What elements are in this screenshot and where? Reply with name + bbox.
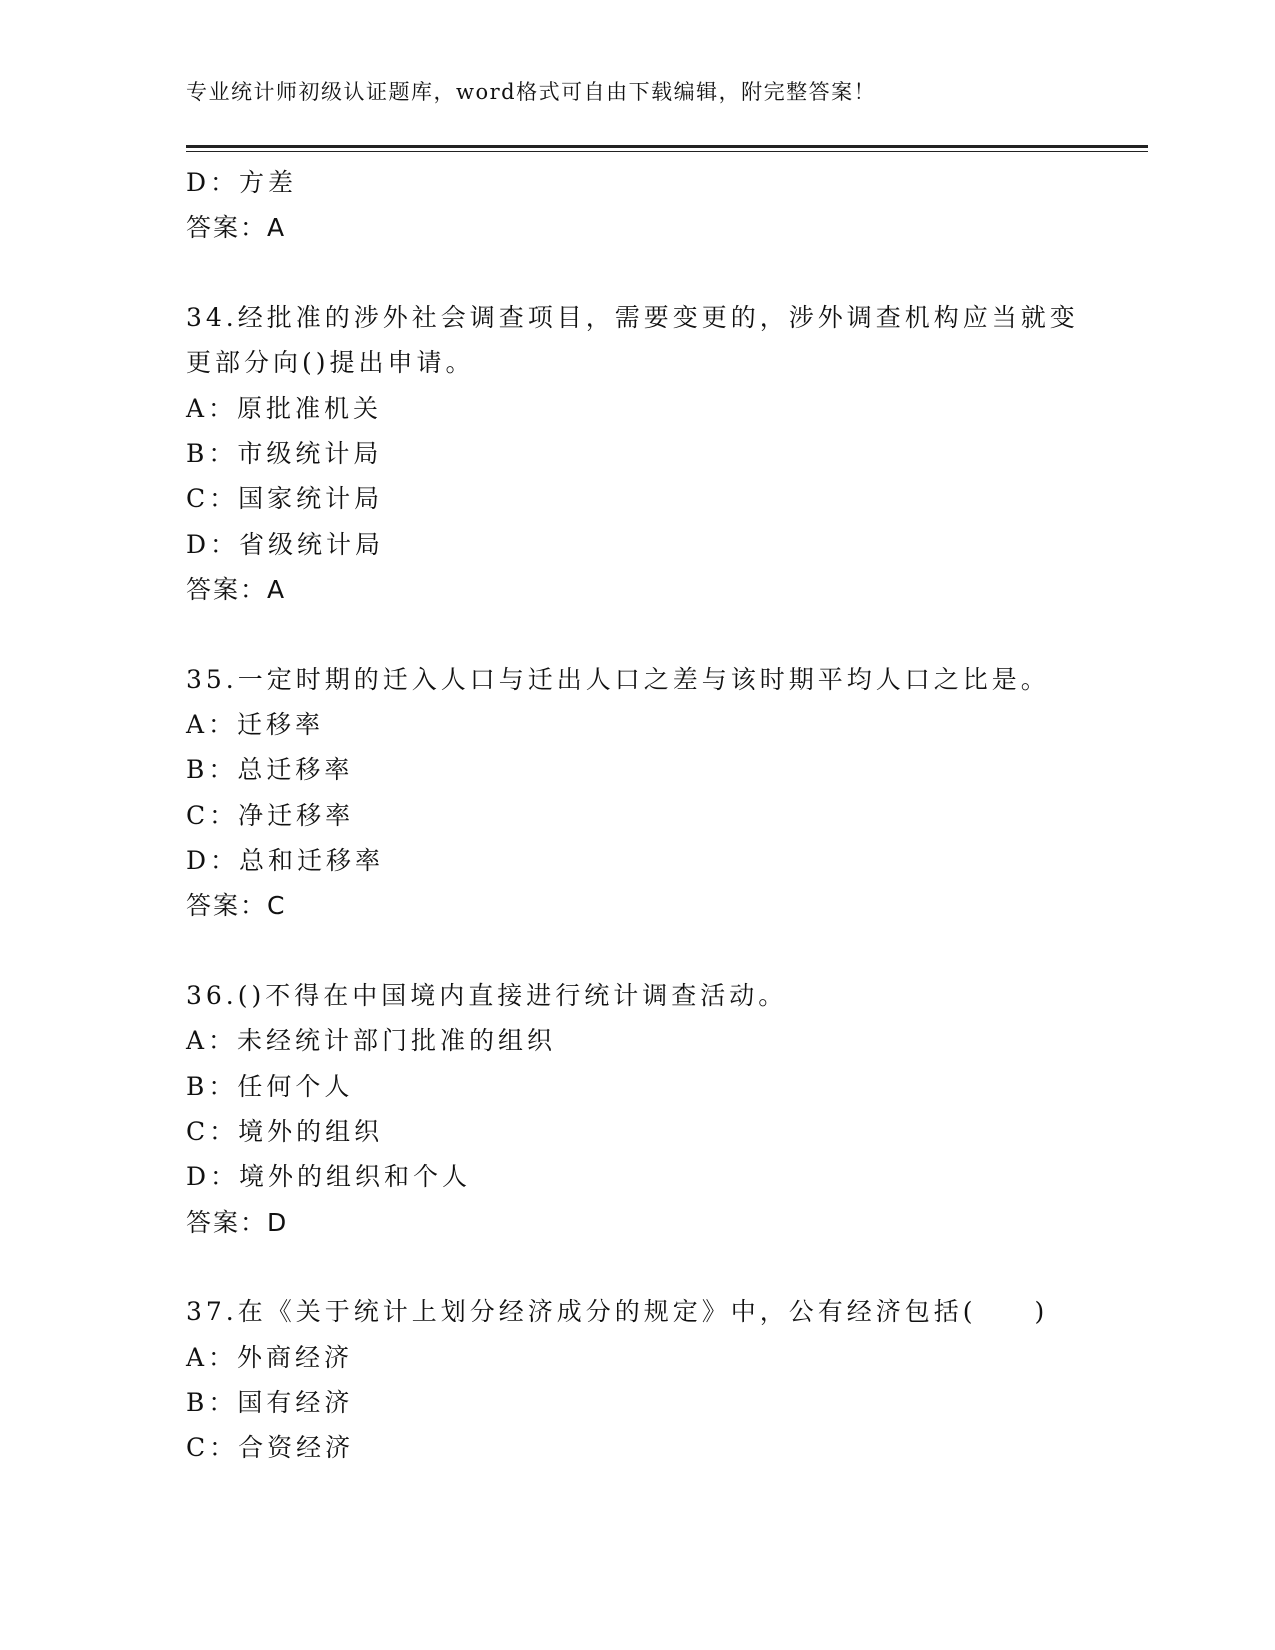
spacer — [186, 1245, 1076, 1289]
option-d: D：境外的组织和个人 — [186, 1162, 472, 1192]
spacer — [186, 251, 1076, 295]
answer: 答案：D — [186, 1207, 289, 1237]
option-d: D：省级统计局 — [186, 529, 385, 559]
page-header: 专业统计师初级认证题库，word格式可自由下载编辑，附完整答案！ — [186, 80, 877, 104]
option-b: B：总迁移率 — [186, 755, 354, 785]
option-a: A：原批准机关 — [186, 393, 383, 423]
question-34 — [186, 295, 1079, 613]
question-content — [186, 160, 1079, 1471]
answer: 答案：A — [186, 575, 287, 605]
option-d: D：总和迁移率 — [186, 846, 385, 876]
question-stem-line: 更部分向()提出申请。 — [186, 348, 475, 378]
question-stem-line: 34.经批准的涉外社会调查项目，需要变更的，涉外调查机构应当就变 — [186, 302, 1079, 332]
option-a: A：外商经济 — [186, 1342, 354, 1372]
question-stem-line: 36.()不得在中国境内直接进行统计调查活动。 — [186, 980, 788, 1010]
spacer — [186, 929, 1076, 973]
question-stem-line: 37.在《关于统计上划分经济成分的规定》中，公有经济包括( ) — [186, 1297, 1049, 1327]
option-b: B：国有经济 — [186, 1387, 354, 1417]
option-c: C：净迁移率 — [186, 800, 355, 830]
answer: 答案：A — [186, 213, 287, 243]
option-c: C：国家统计局 — [186, 484, 384, 514]
question-35 — [186, 657, 1076, 929]
option-b: B：市级统计局 — [186, 438, 383, 468]
option-c: C：合资经济 — [186, 1433, 355, 1463]
spacer — [186, 613, 1076, 657]
question-36 — [186, 973, 1076, 1245]
option-c: C：境外的组织 — [186, 1117, 384, 1147]
answer: 答案：C — [186, 891, 287, 921]
question-stem-line: 35.一定时期的迁入人口与迁出人口之差与该时期平均人口之比是。 — [186, 664, 1050, 694]
header-rule-thin — [186, 151, 1148, 152]
option-a: A：迁移率 — [186, 709, 325, 739]
header-rule-thick — [186, 145, 1148, 148]
option-a: A：未经统计部门批准的组织 — [186, 1026, 557, 1056]
option-b: B：任何个人 — [186, 1071, 354, 1101]
question-37 — [186, 1289, 1076, 1471]
option-d: D：方差 — [186, 168, 298, 197]
